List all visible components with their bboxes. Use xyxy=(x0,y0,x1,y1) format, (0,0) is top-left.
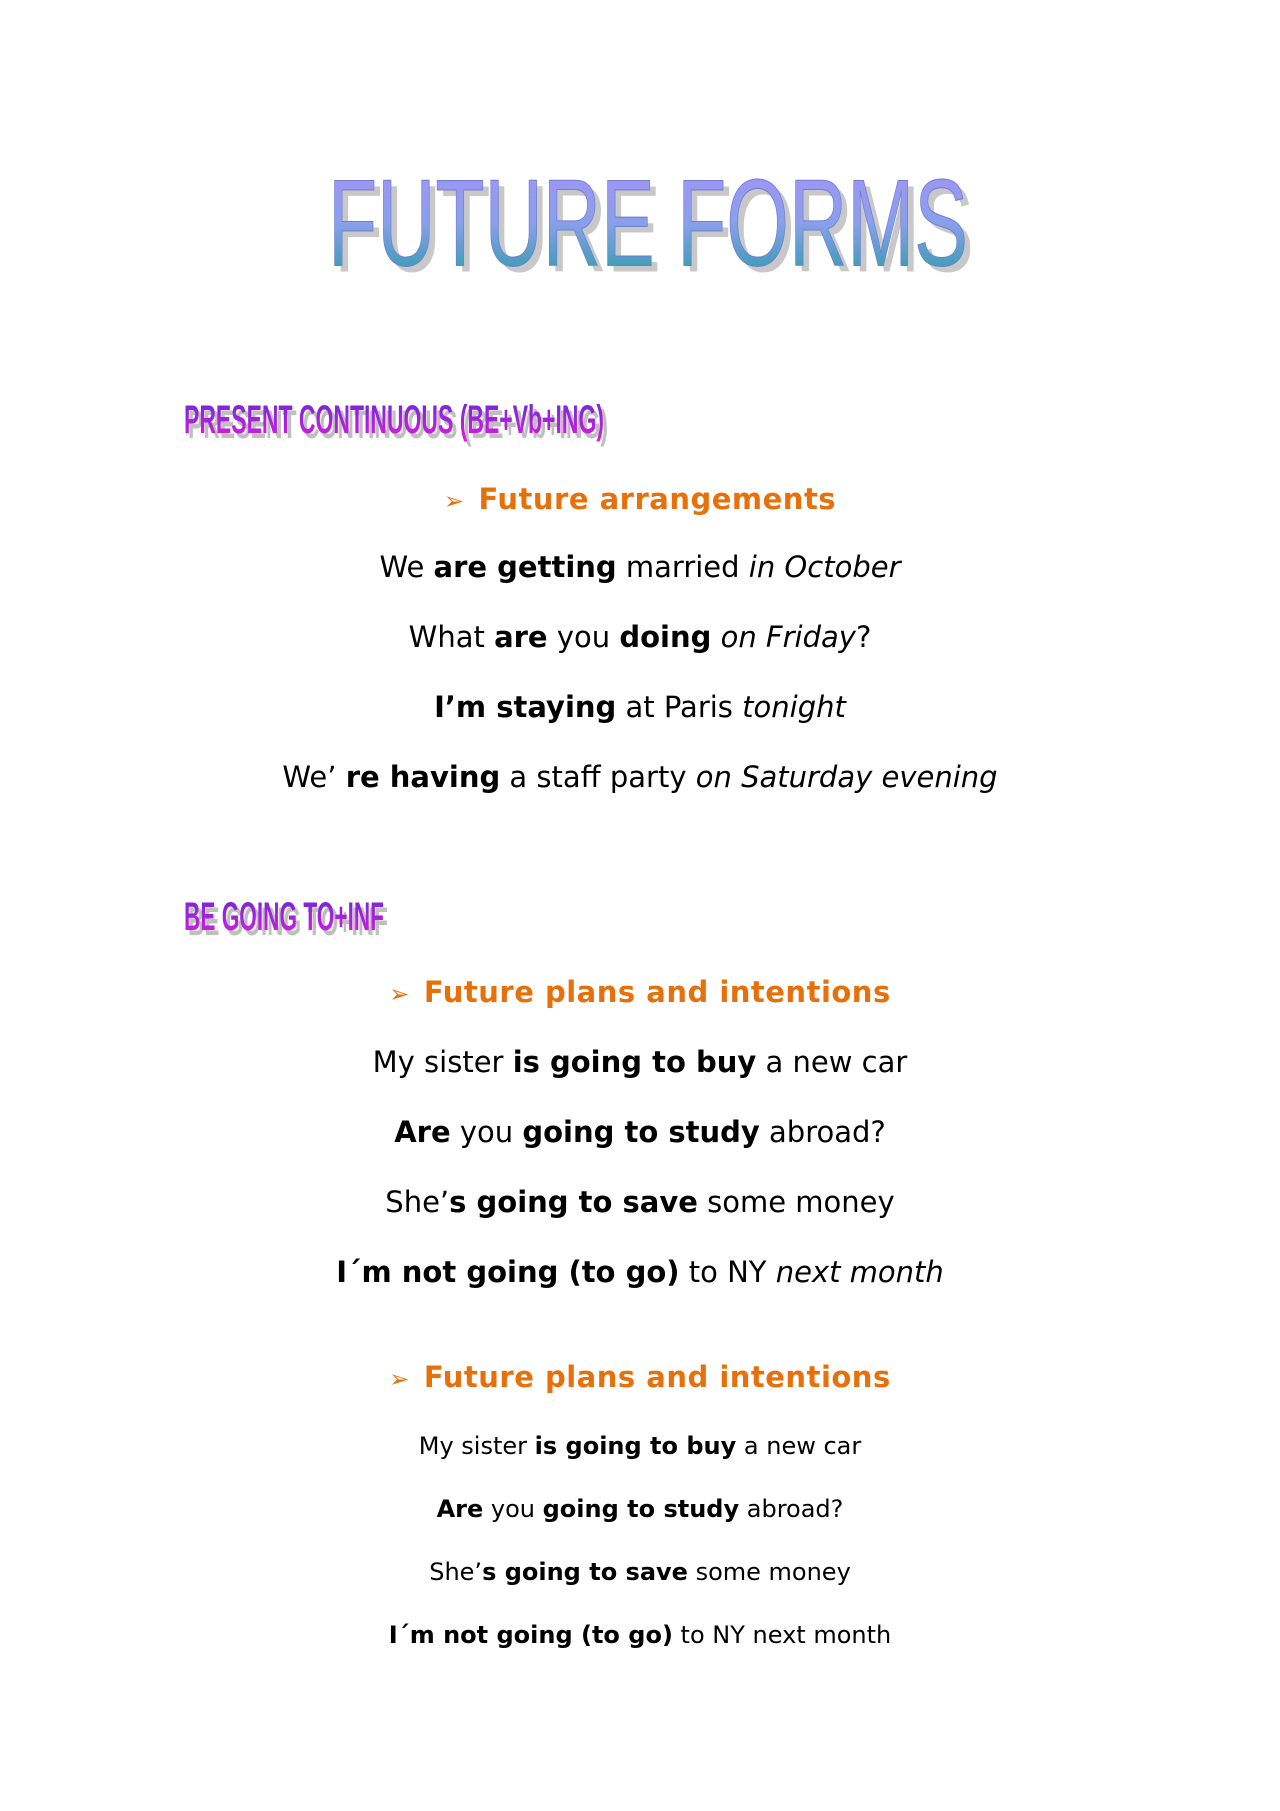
bold-phrase: Are xyxy=(436,1495,484,1523)
italic-phrase: on Friday xyxy=(720,620,856,654)
example-line xyxy=(0,1185,1280,1219)
bold-phrase: is going to buy xyxy=(534,1432,737,1460)
example-line xyxy=(0,1115,1280,1149)
bullet-heading-future-plans xyxy=(0,975,1280,1009)
plain-text: married xyxy=(616,550,749,584)
plain-text: to NY xyxy=(679,1255,776,1289)
plain-text: you xyxy=(483,1495,543,1523)
section-heading-be-going-to xyxy=(180,880,400,950)
section-heading-text: BE GOING TO+INF xyxy=(184,895,384,939)
bold-phrase: Are xyxy=(394,1115,451,1149)
bold-phrase: going to study xyxy=(522,1115,760,1149)
bold-phrase: s going to save xyxy=(449,1185,698,1219)
italic-phrase: next month xyxy=(775,1255,944,1289)
bold-phrase: I´m not going (to go) xyxy=(388,1621,673,1649)
bullet-label: Future plans and intentions xyxy=(423,975,891,1009)
example-line xyxy=(0,690,1280,724)
bold-phrase: are xyxy=(494,620,548,654)
example-line xyxy=(0,1045,1280,1079)
bold-phrase: is going to buy xyxy=(512,1045,757,1079)
bold-phrase: are getting xyxy=(433,550,617,584)
bold-phrase: re having xyxy=(345,760,501,794)
arrow-bullet-icon: ➢ xyxy=(389,1365,410,1393)
bold-phrase: I´m not going (to go) xyxy=(336,1255,680,1289)
italic-phrase: tonight xyxy=(742,690,846,724)
plain-text: She’ xyxy=(429,1558,483,1586)
italic-phrase: on Saturday evening xyxy=(695,760,998,794)
italic-phrase: in October xyxy=(748,550,901,584)
plain-text: My sister xyxy=(372,1045,513,1079)
plain-text: a staff party xyxy=(500,760,696,794)
arrow-bullet-icon: ➢ xyxy=(389,980,410,1008)
plain-text: She’ xyxy=(385,1185,450,1219)
plain-text: some money xyxy=(697,1185,895,1219)
plain-text: abroad? xyxy=(739,1495,844,1523)
plain-text: We xyxy=(379,550,434,584)
section-heading-shadow: PRESENT CONTINUOUS (BE+Vb+ING) xyxy=(188,403,608,447)
bold-phrase: going to study xyxy=(542,1495,740,1523)
bullet-heading-future-arrangements xyxy=(0,482,1280,516)
plain-text: We’ xyxy=(282,760,346,794)
example-line xyxy=(0,620,1280,654)
arrow-bullet-icon: ➢ xyxy=(443,487,465,515)
section-heading-present-continuous xyxy=(180,385,620,455)
example-line xyxy=(0,1621,1280,1649)
bullet-label: Future arrangements xyxy=(478,482,837,516)
plain-text: abroad? xyxy=(759,1115,886,1149)
example-line xyxy=(0,1495,1280,1523)
page-title xyxy=(320,150,980,310)
bold-phrase: doing xyxy=(619,620,712,654)
bold-phrase: s going to save xyxy=(482,1558,688,1586)
plain-text: ? xyxy=(855,620,872,654)
bold-phrase: I’m staying xyxy=(434,690,617,724)
plain-text: some money xyxy=(687,1558,851,1586)
bullet-heading-future-plans-repeat xyxy=(0,1360,1280,1394)
example-line xyxy=(0,1255,1280,1289)
example-line xyxy=(0,1432,1280,1460)
section-heading-text: PRESENT CONTINUOUS (BE+Vb+ING) xyxy=(184,398,604,442)
plain-text: My sister xyxy=(418,1432,535,1460)
example-line xyxy=(0,760,1280,794)
example-line xyxy=(0,1558,1280,1586)
plain-text: to NY next month xyxy=(672,1621,892,1649)
plain-text: you xyxy=(547,620,620,654)
plain-text: What xyxy=(408,620,495,654)
title-text: FUTURE FORMS xyxy=(328,152,968,293)
plain-text: at Paris xyxy=(616,690,743,724)
bullet-label: Future plans and intentions xyxy=(423,1360,891,1394)
plain-text: you xyxy=(450,1115,523,1149)
plain-text xyxy=(711,620,720,654)
plain-text: a new car xyxy=(756,1045,908,1079)
plain-text: a new car xyxy=(736,1432,862,1460)
example-line xyxy=(0,550,1280,584)
section-heading-shadow: BE GOING TO+INF xyxy=(188,900,388,944)
title-wordart xyxy=(320,150,980,310)
title-shadow: FUTURE FORMS xyxy=(334,158,974,299)
